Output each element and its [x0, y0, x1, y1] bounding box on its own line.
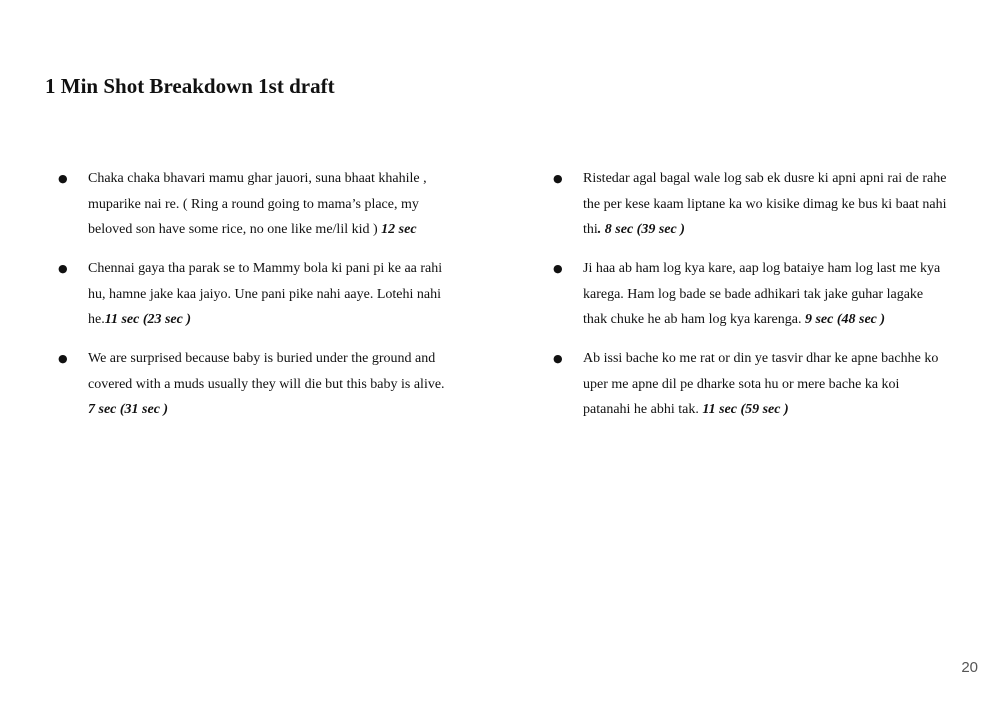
- bullet-icon: ●: [553, 352, 563, 365]
- item-line: covered with a muds usually they will die but this baby is alive.: [88, 376, 445, 392]
- list-item: [553, 256, 963, 333]
- page-title: 1 Min Shot Breakdown 1st draft: [45, 74, 335, 98]
- item-line-with-timing: [583, 307, 963, 333]
- item-line: karega. Ham log bade se bade adhikari tak jake guhar lagake: [583, 286, 924, 302]
- item-line: he.: [88, 312, 105, 327]
- item-line: Ristedar agal bagal wale log sab ek dusre ki apni apni rai de rahe: [583, 171, 947, 186]
- item-line-with-timing: [583, 397, 963, 423]
- item-line: muparike nai re. ( Ring a round going to mama’s place, my: [88, 196, 419, 212]
- item-text: [88, 256, 458, 333]
- list-item: [553, 166, 963, 243]
- left-column-list: [58, 166, 458, 436]
- bullet-icon: ●: [553, 262, 563, 275]
- item-line: uper me apne dil pe dharke sota hu or mere bache ka koi: [583, 376, 900, 392]
- bullet-icon: ●: [58, 352, 68, 365]
- item-text: [583, 166, 963, 243]
- timing-label: 9 sec (48 sec ): [804, 312, 886, 327]
- item-line: Ji haa ab ham log kya kare, aap log bataiye ham log last me kya: [583, 261, 941, 276]
- bullet-icon: ●: [58, 172, 68, 185]
- page-number: 20: [961, 659, 978, 676]
- item-line: Ab issi bache ko me rat or din ye tasvir dhar ke apne bachhe ko: [583, 351, 939, 366]
- item-line: hu, hamne jake kaa jaiyo. Une pani pike nahi aaye. Lotehi nahi: [88, 286, 441, 302]
- item-text: [88, 166, 458, 243]
- item-line: Chennai gaya tha parak se to Mammy bola ki pani pi ke aa rahi: [88, 261, 443, 276]
- list-item: [553, 346, 963, 423]
- right-column-list: [553, 166, 963, 436]
- timing-label: 12 sec: [381, 222, 417, 237]
- list-item: [58, 346, 458, 423]
- item-line-with-timing: [88, 217, 458, 243]
- timing-label: 11 sec (59 sec ): [702, 402, 789, 417]
- timing-label: 7 sec (31 sec ): [88, 402, 169, 417]
- item-line: Chaka chaka bhavari mamu ghar jauori, suna bhaat khahile ,: [88, 171, 427, 186]
- item-line: thak chuke he ab ham log kya karenga.: [583, 312, 805, 327]
- list-item: [58, 166, 458, 243]
- list-item: [58, 256, 458, 333]
- timing-label: . 8 sec (39 sec ): [597, 222, 685, 237]
- item-text: [88, 346, 458, 423]
- timing-label: 11 sec (23 sec ): [104, 312, 192, 327]
- item-text: [583, 346, 963, 423]
- item-line: We are surprised because baby is buried under the ground and: [88, 351, 436, 366]
- item-line-with-timing: [583, 217, 963, 243]
- item-line-with-timing: [88, 397, 458, 423]
- item-text: [583, 256, 963, 333]
- bullet-icon: ●: [58, 262, 68, 275]
- bullet-icon: ●: [553, 172, 563, 185]
- item-line-with-timing: [88, 307, 458, 333]
- item-line: patanahi he abhi tak.: [583, 402, 703, 417]
- item-line: beloved son have some rice, no one like me/lil kid ): [88, 222, 382, 237]
- item-line: the per kese kaam liptane ka wo kisike dimag ke bus ki baat nahi: [583, 196, 947, 212]
- item-line: thi: [583, 222, 598, 237]
